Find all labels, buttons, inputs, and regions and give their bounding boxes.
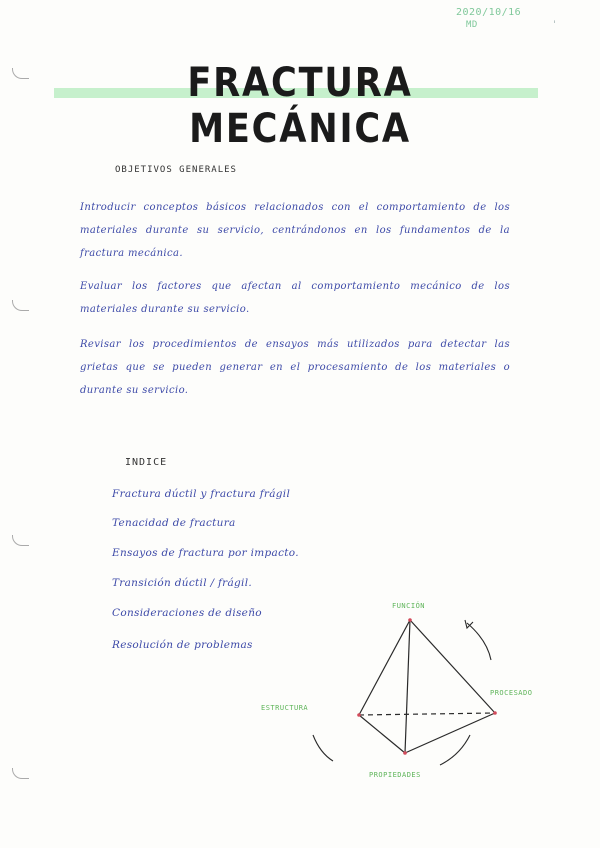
vertex-label-top: FUNCIÓN xyxy=(392,602,426,610)
date-text: 2020/10/16 xyxy=(456,7,522,18)
objectives-heading: OBJETIVOS GENERALES xyxy=(115,165,237,175)
tetra-edge xyxy=(405,620,410,753)
index-item: Ensayos de fractura por impacto. xyxy=(112,547,299,559)
index-item: Tenacidad de fractura xyxy=(112,517,236,529)
binder-hole-mark xyxy=(12,768,29,779)
objective-paragraph-1: Introducir conceptos básicos relacionados con el comportamiento de los materiales durante su servicio, centrándonos en los fundamentos de la fractura mecánica. xyxy=(80,202,510,259)
objective-paragraph-2: Evaluar los factores que afectan al comportamiento mecánico de los materiales durante su servicio. xyxy=(80,281,510,315)
binder-hole-mark xyxy=(12,68,29,79)
vertex-label-left: ESTRUCTURA xyxy=(261,704,309,712)
pencil-mark: ˈ xyxy=(553,20,556,31)
tetra-edge xyxy=(359,620,410,715)
index-item: Fractura dúctil y fractura frágil xyxy=(112,488,291,500)
vertex-dot xyxy=(408,618,412,622)
vertex-dot xyxy=(357,713,361,717)
index-item: Consideraciones de diseño xyxy=(112,607,262,619)
vertex-label-bottom: PROPIEDADES xyxy=(369,771,421,779)
cycle-arrow-bottom-right xyxy=(440,735,470,765)
index-heading: INDICE xyxy=(125,457,168,468)
objective-paragraph-3: Revisar los procedimientos de ensayos más utilizados para detectar las grietas que se pueden generar en el procesamiento de los materiales o durante su servicio. xyxy=(80,339,510,396)
binder-hole-mark xyxy=(12,535,29,546)
tetra-hidden-edge xyxy=(359,713,495,715)
cycle-arrow-top-right xyxy=(467,623,491,660)
page-title: FRACTURA MECÁNICA xyxy=(187,60,413,152)
materials-tetrahedron-diagram xyxy=(255,595,555,785)
tetra-edge xyxy=(359,715,405,753)
date-stamp xyxy=(456,6,536,32)
vertex-dot xyxy=(493,711,497,715)
index-item: Transición dúctil / frágil. xyxy=(112,577,253,589)
binder-hole-mark xyxy=(12,300,29,311)
tetra-edge xyxy=(410,620,495,713)
initials-text: MD xyxy=(466,20,478,30)
tetra-edge xyxy=(405,713,495,753)
index-item: Resolución de problemas xyxy=(112,639,253,651)
vertex-label-right: PROCESADO xyxy=(490,689,533,697)
vertex-dot xyxy=(403,751,407,755)
cycle-arrow-left xyxy=(313,735,333,761)
